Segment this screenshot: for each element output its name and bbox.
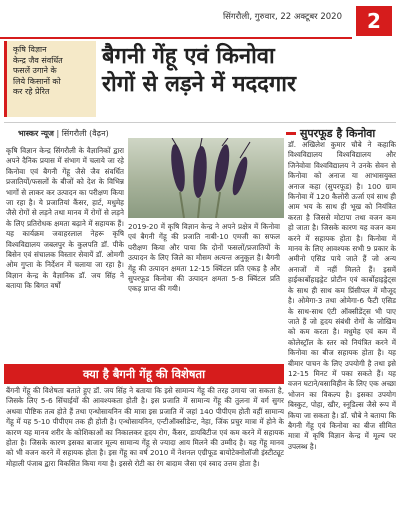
article-column-4: बैंगनी गेंहू की विशेषता बताते हुए डॉ. जय सिंह ने बताया कि इसे सामान्य गेंहू की तरह उगाया जा सकता है, जिसके लिए 5-6 सिंचाईयों की आवश्यकता होती है। इस प्रजाति में सामान्य गेंहू की तुलना में वर्ग सुगर अथवा पौष्टिक तत्व होते हैं तथा एन्थोसायनिन की मात्रा इस प्रजाति में जहां 140 पीपीएम होती वहीं सामान्य गेंहू में यह 5-10 पीपीएम तक ही होती है। एन्थोसायनिन, एन्टीऑक्सीडेन्ट, नेहा, जिंक प्रचुर मात्रा में होने के कारण यह मानव शरीर के कोशिकाओं का निकालकर हृदय रोग, कैंसर, डायबिटीज एवं कम करने में सहायक होता है। जिसके कारण इसका बाजार मूल्य सामान्य गेंहू से ज्यादा आय मिलने की उम्मीद है। यह गेंहू मानव को भी वजन करने में सहायक होता है। इस गेंहू का वर्ष 2010 में नेशनल एग्रीफूड बायोटेक्नोलॉजी इंस्टीट्यूट मोहाली पंजाब द्वारा विकसित किया गया है। इससे रोटी का रंग बादाम जैसा एवं स्वाद उत्तम होता है। bbox=[6, 386, 284, 468]
headline-line-1: बैगनी गेंहू एवं किनोवा bbox=[102, 43, 275, 69]
page-number: 2 bbox=[356, 6, 392, 36]
page-header bbox=[0, 0, 400, 40]
side-heading: सुपरफूड है किनोवा bbox=[300, 127, 376, 140]
article-column-2: 2019-20 में कृषि विज्ञान केन्द्र ने अपने प्रक्षेत्र में किनोवा एवं बैगनी गेंहू की प्रजाति नाबी-10 एमजी का सफल परीक्षण किया और पाया कि दोनों फसलों/प्रजातियों के उत्पादन के लिए जिले का मौसम अत्यन्त अनुकूल है। बैगनी गेंहू की उत्पादन क्षमता 12-15 क्विंटल प्रति एकड़ है और सुपरफूड किनोवा की उत्पादन क्षमता 5-8 क्विंटल प्रति एकड़ प्राप्त की गयी। bbox=[128, 222, 280, 294]
article-column-3: डॉ. अखिलेश कुमार चौबे ने कहाकि विश्वविद्यालय विश्वविद्यालय और जिनेवोवा विश्वविद्यालय ने उनके सेवन से किनोवा को अनाज या आभासयुक्त अनाज कहा (सुपरफूड) है। 100 ग्राम किनोवा में 120 कैलोरी ऊर्जा एवं साथ ही आम भय के साथ ही भूख को नियंत्रित करता है जिससे मोटापा तथा वजन कम हो जाता है। जिसके कारण यह वजन कम करने में सहायक होता है। किनोवा में मानव के लिए आवश्यक सभी 9 प्रकार के अमीनो एसिड पाये जाते हैं जो अन्य अनाजों में नहीं मिलते हैं। इसमें हाईकार्बोहाइड्रेट प्रोटीन एवं कार्बोहाइड्रेट्स के साथ ही साथ कम प्रिंसीपल में मौजूद है। ओमेगा-3 तथा ओमेगा-6 फैटी एसिड के साथ-साथ एंटी ऑक्सीडेंट्स भी पाए जाते हैं जो हृदय संबंधी रोगों के जोखिम को कम करता है। मधुमेह एवं कम में कोलेस्ट्रॉल के स्तर को नियंत्रित करने में किनोवा का बीज सहायक होता है। यह बीमार पाचन के लिए उपयोगी है तथा इसे 12-15 मिनट में पका सकते हैं। यह वजन घटाने/वसाविहीन के लिए एक अच्छा भोजन का विकल्प है। इसका उपयोग बिस्कुट, पोहा, खीर, स्नूडिल्स जैसे रूप में किया जा सकता है। डॉ. चौबे ने बताया कि बैगनी गेंहू एवं किनोवा का बीज सीमित मात्रा में कृषि विज्ञान केन्द्र में मूल्य पर उपलब्ध है। bbox=[288, 140, 396, 451]
byline bbox=[18, 128, 109, 139]
purple-wheat-photo bbox=[128, 138, 284, 218]
teaser-text: कृषि विज्ञान केन्द्र जैव संवर्धित फसलें उगाने के लिये किसानों को कर रहे प्रेरित bbox=[13, 45, 63, 96]
subheading-box: क्या है बैगनी गेंहू की विशेषता bbox=[4, 364, 284, 384]
headline-divider bbox=[4, 122, 396, 123]
header-rule bbox=[0, 37, 352, 39]
teaser-box bbox=[4, 41, 96, 117]
article-column-1: कृषि विज्ञान केन्द्र सिंगरौली के वैज्ञानिकों द्वारा अपने दैनिक प्रयास में संभाग में चलाये जा रहे किनोवा एवं बैगनी गेंहू जैसे जैव संवर्धित प्रजातियों/फसलों के बीजों को देश के विभिन्न भागों से लाकर कर उत्पादन का परीक्षण किया जा रहा है। ये प्रजातियां कैंसर, हार्ट, मधुमेह जैसे रोगों से लड़ने तथा मानव में रोगों से लड़ने के लिए प्रतिरोधक क्षमता बढ़ाने में सहायक हैं। यह कार्यक्रम जवाहरलाल नेहरू कृषि विश्वविद्यालय जबलपुर के कुलपति डॉ. पीके बिसेन एवं संचालक विस्तार सेवायें डॉ. ओमगी ओम गुप्ता के निर्देशन में चलाया जा रहा है। विज्ञान केन्द्र के वैज्ञानिक डॉ. जय सिंह ने बताया कि बिगत वर्षों bbox=[6, 146, 124, 291]
byline-place: | सिंगरौली (वैढ़न) bbox=[56, 129, 109, 138]
side-heading-bar bbox=[286, 132, 296, 135]
headline-line-2: रोगों से लड़ने में मददगार bbox=[102, 71, 296, 97]
headline bbox=[102, 42, 394, 98]
edition-line: सिंगरौली, गुरुवार, 22 अक्टूबर 2020 bbox=[222, 12, 342, 22]
byline-name: भास्कर न्यूज bbox=[18, 129, 54, 138]
